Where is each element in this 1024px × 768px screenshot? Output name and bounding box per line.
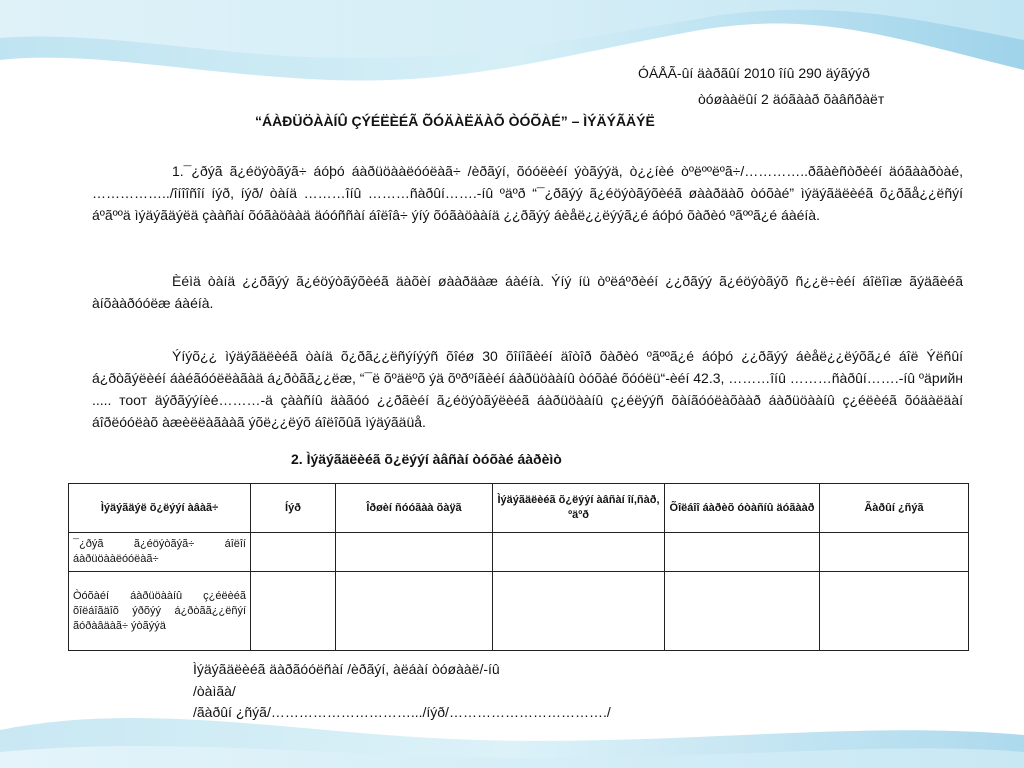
table-cell[interactable] (336, 572, 493, 651)
paragraph-3 (92, 345, 963, 433)
table-cell[interactable] (251, 533, 336, 572)
table-header: Íýð (251, 484, 336, 533)
paragraph-1-text: 1.¯¿ðýã ã¿éöýòãýã÷ áóþó áàðüöààëóóëàã÷ /èðãýí, õóóëèéí ýòãýýä, ò¿¿íèé òºëººëºã÷/…………..ðãàèñòðèéí äóãààðòàé, ……………../îíîîñîí íýð, íýð/ òàíä ………îíû ………ñàðûí…….-íû ºäºð “¯¿ðãýý ã¿éöýòãýõèéã øààðäàõ òóõàé” ìýäýãäëèéã õ¿ðãå¿¿ëñýí áºãººä ìýäýãäýëä çààñàí õóãàöààä äóóññàí áîëîâ÷ ýíý õóãàöààíä ¿¿ðãýý áèåë¿¿ëýýã¿é áóþó õàðèó ºãººã¿é áàéíà. (92, 163, 963, 223)
receipt-table (68, 483, 969, 651)
table-cell[interactable] (820, 533, 969, 572)
table-cell[interactable] (336, 533, 493, 572)
document-title: “ÁÀÐÜÖÀÀÍÛ ÇÝÉËÈÉÃ ÕÓÄÀËÄÀÕ ÒÓÕÀÉ” – ÌÝÄÝÃÄÝË (255, 113, 655, 129)
paragraph-1 (92, 160, 963, 226)
table-header: Ãàðûí ¿ñýã (820, 484, 969, 533)
table-cell[interactable] (665, 533, 820, 572)
table-header: Õîëáîî áàðèõ óòàñíû äóãààð (665, 484, 820, 533)
table-cell[interactable] (665, 572, 820, 651)
section-title: 2. Ìýäýãäëèéã õ¿ëýýí àâñàí òóõàé áàðèìò (291, 451, 562, 467)
header-line-1: ÓÁÅÃ-ûí äàðãûí 2010 îíû 290 äýãýýð (638, 65, 870, 81)
paragraph-2 (92, 270, 963, 314)
table-cell[interactable] (493, 572, 665, 651)
paragraph-2-text: Èéìä òàíä ¿¿ðãýý ã¿éöýòãýõèéã äàõèí øààðäàæ áàéíà. Ýíý íü òºëáºðèéí ¿¿ðãýý ã¿éöýòãýõ ñ¿¿ë÷èéí áîëîìæ ãýäãèéã àíõààðóóëæ áàéíà. (92, 273, 963, 311)
footer-line-3: /ãàðûí ¿ñýã/………………………….../íýð/……………………………./ (193, 704, 611, 720)
table-row-label: Òóõàéí áàðüöààíû ç¿éëèéã õîëáîãäîõ ýðõýý á¿ðòãã¿¿ëñýí ãóðàâäàã÷ ýòãýýä (69, 572, 251, 651)
table-row (69, 572, 969, 651)
paragraph-3-text: Ýíýõ¿¿ ìýäýãäëèéã òàíä õ¿ðã¿¿ëñýíýýñ õîéø 30 õîíîãèéí äîòîð õàðèó ºãººã¿é áóþó ¿¿ðãýý áèåë¿¿ëýõã¿é áîë Ýëñûí á¿ðòãýëèéí áàéãóóëëàãàä á¿ðòãã¿¿ëæ, “¯ë õºäëºõ ýä õºðºíãèéí áàðüöààíû òóõàé õóóëü“-èéí 42.3, ………îíû ………ñàðûí…….-íû ºäрийн ..... тоот äýðãýýíèé………-ä çààñíû äàãóó ¿¿ðãèéí ã¿éöýòãýëèéã áàðüöààíû ç¿éëýýñ õàíãóóëàõààð áàðüöààíû ç¿éëèéã õóäàëäàí áîðëóóëàõ àæèëëàãààã ýõë¿¿ëýõ áîëîõûã ìýäýãäüå. (92, 348, 963, 430)
footer-line-1: Ìýäýãäëèéã äàðãóóëñàí /èðãýí, àëáàí òóøààë/-íû (193, 661, 500, 677)
table-header: Îðøèí ñóóãàà õàÿã (336, 484, 493, 533)
footer-line-2: /òàìãà/ (193, 683, 236, 699)
table-header: Ìýäýãäýë õ¿ëýýí àâàã÷ (69, 484, 251, 533)
table-cell[interactable] (251, 572, 336, 651)
table-header: Ìýäýãäëèéã õ¿ëýýí àâñàí îí,ñàð, ºäºð (493, 484, 665, 533)
table-cell[interactable] (493, 533, 665, 572)
header-line-2: òóøààëûí 2 äóãààð õàâñðàëт (698, 91, 885, 107)
table-cell[interactable] (820, 572, 969, 651)
table-header-row (69, 484, 969, 533)
table-row (69, 533, 969, 572)
table-row-label: ¯¿ðýã ã¿éöýòãýã÷ áîëîí áàðüöààëóóëàã÷ (69, 533, 251, 572)
